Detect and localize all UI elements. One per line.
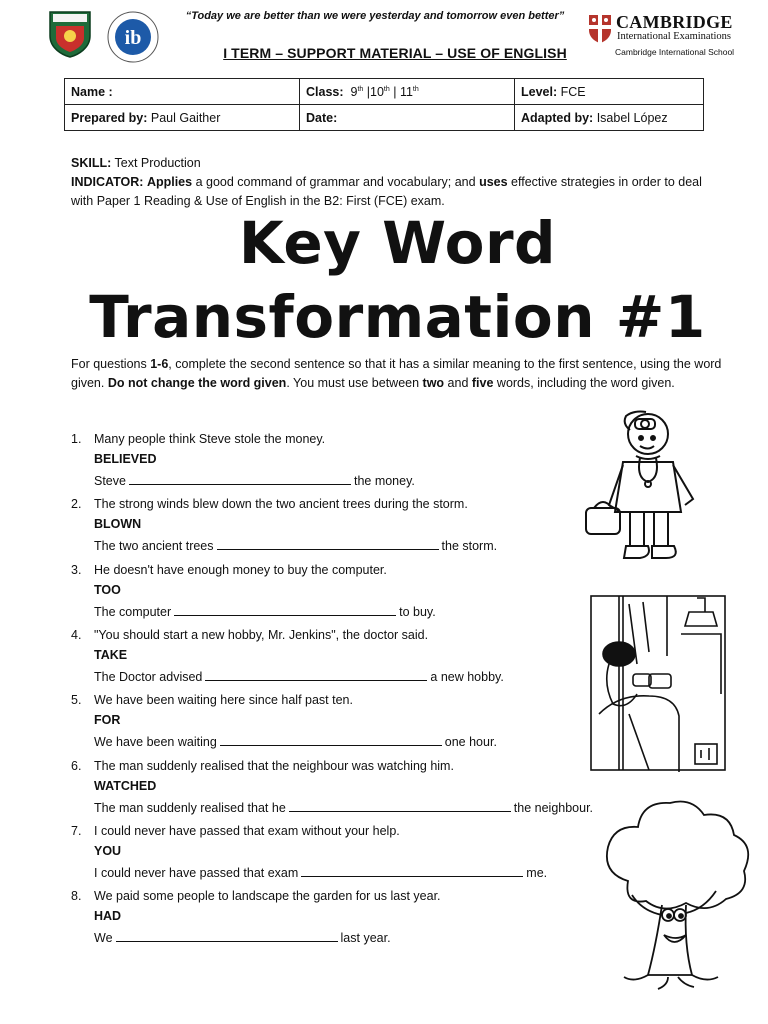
question-sentence: 1. Many people think Steve stole the money. (71, 432, 326, 446)
cambridge-school-label: Cambridge International School (615, 47, 735, 57)
doctor-illustration (578, 410, 710, 574)
answer-blank[interactable] (217, 538, 439, 550)
question-keyword: YOU (94, 843, 122, 858)
question-keyword: WATCHED (94, 778, 157, 793)
class-grade: 9 (350, 84, 358, 99)
answer-line: Steve the money. (94, 474, 415, 488)
question-number: 8. (71, 889, 82, 904)
school-motto: “Today we are better than we were yesterday and tomorrow even better” (185, 10, 565, 22)
cambridge-name: CAMBRIDGE (616, 12, 733, 32)
answer-line: I could never have passed that exam me. (94, 865, 548, 880)
answer-blank[interactable] (129, 473, 351, 485)
class-grade-suffix: th (357, 85, 364, 93)
question-number: 6. (71, 758, 82, 773)
class-grade-suffix: th (412, 85, 419, 93)
instructions: For questions 1-6, complete the second sentence so that it has a similar meaning to the first sentence, using the word given. Do not change the word given. You must use between two and five words, including the word given. (71, 357, 722, 390)
question-keyword: TOO (94, 582, 121, 597)
question-keyword: BLOWN (94, 517, 142, 532)
answer-line: We have been waiting one hour. (94, 735, 497, 750)
question-number: 3. (71, 562, 82, 577)
question-sentence: 3. He doesn't have enough money to buy the computer. (71, 562, 387, 577)
adapted-by-cell: Adapted by: Isabel López (515, 105, 704, 131)
question-keyword: HAD (94, 909, 122, 924)
question-sentence: 4. "You should start a new hobby, Mr. Jenkins", the doctor said. (71, 627, 429, 642)
class-value (350, 85, 418, 99)
question-number: 4. (71, 627, 82, 642)
question-number: 5. (71, 693, 82, 708)
answer-line: We last year. (94, 931, 391, 946)
document-title: I TERM – SUPPORT MATERIAL – USE OF ENGLISH (223, 45, 567, 61)
question-keyword: FOR (94, 713, 121, 728)
question-sentence: 7. I could never have passed that exam without your help. (71, 823, 400, 838)
class-grade-suffix: th (383, 85, 390, 93)
tree-illustration (598, 795, 758, 993)
main-title: Key Word Transformation #1 (89, 209, 706, 351)
answer-line: The two ancient trees the storm. (94, 539, 498, 554)
answer-blank[interactable] (205, 669, 427, 681)
question-number: 2. (71, 497, 82, 512)
answer-blank[interactable] (116, 930, 338, 942)
answer-blank[interactable] (301, 865, 523, 877)
prepared-by-cell: Prepared by: Paul Gaither (65, 105, 300, 131)
answer-line: The Doctor advised a new hobby. (94, 669, 504, 684)
question-number: 1. (71, 432, 82, 446)
question-sentence: 5. We have been waiting here since half past ten. (71, 693, 353, 708)
svg-text:ib: ib (124, 27, 142, 49)
answer-line: The man suddenly realised that he the neighbour. (94, 800, 594, 815)
question-number: 7. (71, 823, 82, 838)
question-sentence: 8. We paid some people to landscape the garden for us last year. (71, 889, 441, 904)
level-cell: Level: FCE (515, 79, 704, 105)
question-keyword: BELIEVED (94, 452, 157, 466)
skill-indicator-block: SKILL: Text Production INDICATOR: Applies a good command of grammar and vocabulary; and uses effective strategies in order to deal with Paper 1 Reading & Use of English in the B2: First (FCE) exam. (71, 156, 702, 208)
answer-blank[interactable] (174, 604, 396, 616)
class-grade: | 11 (389, 84, 413, 99)
name-cell[interactable]: Name : (65, 79, 300, 105)
cambridge-crest-icon (588, 14, 612, 44)
info-table (64, 78, 704, 131)
binoculars-window-illustration (589, 594, 727, 772)
cambridge-subtitle: International Examinations (617, 31, 732, 42)
answer-blank[interactable] (289, 800, 511, 812)
date-cell[interactable]: Date: (300, 105, 515, 131)
answer-line: The computer to buy. (94, 604, 436, 619)
class-cell: Class: 9th |10th | 11th (300, 79, 515, 105)
question-sentence: 6. The man suddenly realised that the neighbour was watching him. (71, 758, 454, 773)
question-keyword: TAKE (94, 647, 128, 662)
class-grade: |10 (363, 84, 384, 99)
answer-blank[interactable] (220, 734, 442, 746)
question-sentence: 2. The strong winds blew down the two ancient trees during the storm. (71, 497, 468, 512)
school-shield-logo (48, 10, 92, 58)
